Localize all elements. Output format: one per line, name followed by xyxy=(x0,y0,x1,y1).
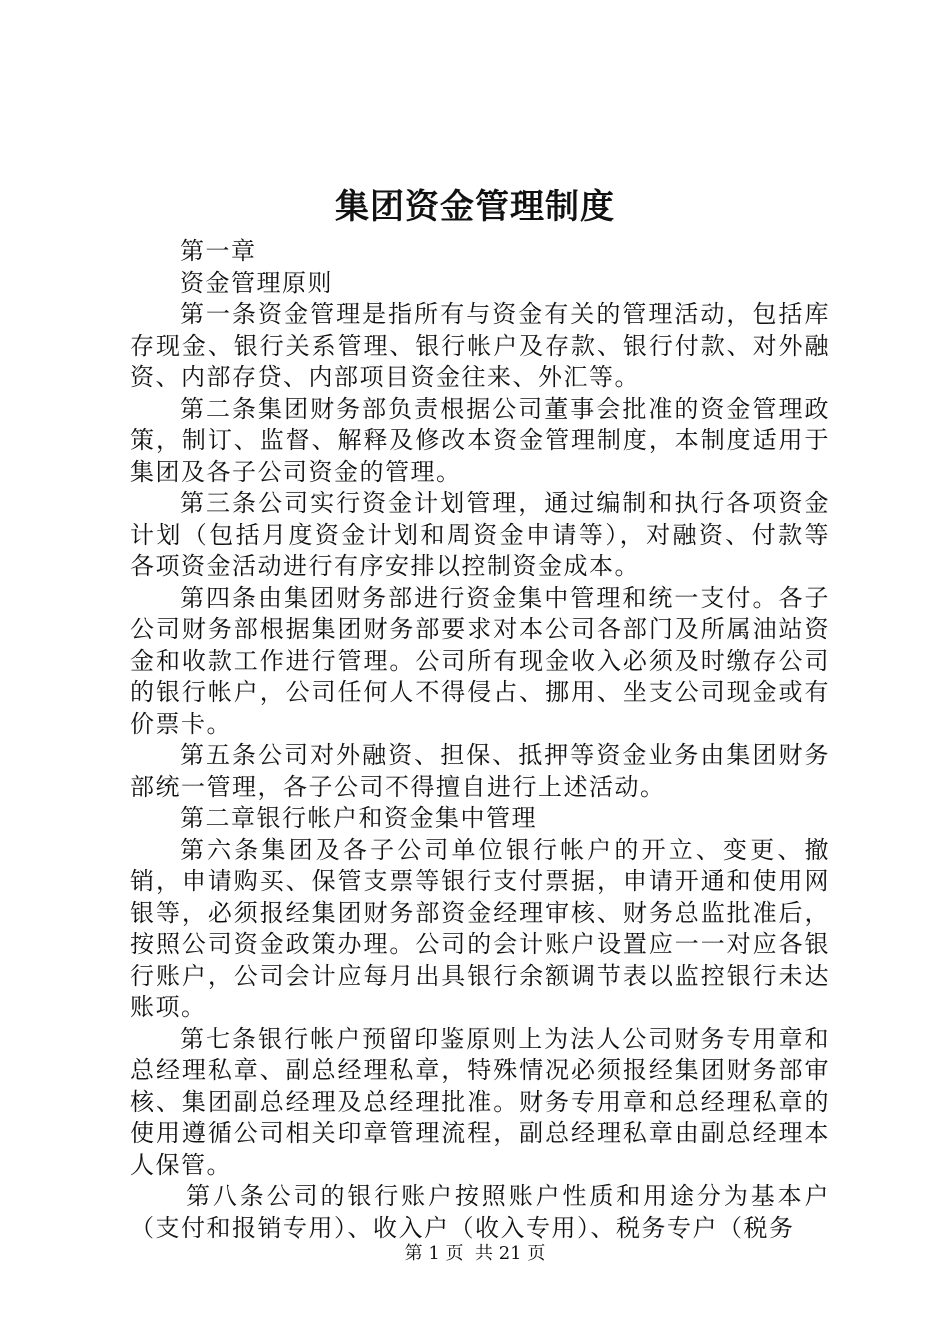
document-body xyxy=(130,236,830,1244)
article-7: 第七条银行帐户预留印鉴原则上为法人公司财务专用章和总经理私章、副总经理私章，特殊情况必须报经集团财务部审核、集团副总经理及总经理批准。财务专用章和总经理私章的使用遵循公司相关印章管理流程，副总经理私章由副总经理本人保管。 xyxy=(130,1024,830,1179)
chapter-subtitle: 资金管理原则 xyxy=(180,268,333,297)
article-2: 第二条集团财务部负责根据公司董事会批准的资金管理政策，制订、监督、解释及修改本资金管理制度，本制度适用于集团及各子公司资金的管理。 xyxy=(130,394,830,486)
document-title: 集团资金管理制度 xyxy=(335,187,615,227)
page-number-footer: 第 1 页 共 21 页 xyxy=(404,1243,546,1264)
article-4: 第四条由集团财务部进行资金集中管理和统一支付。各子公司财务部根据集团财务部要求对本公司各部门及所属油站资金和收款工作进行管理。公司所有现金收入必须及时缴存公司的银行帐户，公司任何人不得侵占、挪用、坐支公司现金或有价票卡。 xyxy=(130,583,830,738)
article-1: 第一条资金管理是指所有与资金有关的管理活动，包括库存现金、银行关系管理、银行帐户及存款、银行付款、对外融资、内部存贷、内部项目资金往来、外汇等。 xyxy=(130,300,830,391)
article-5: 第五条公司对外融资、担保、抵押等资金业务由集团财务部统一管理，各子公司不得擅自进行上述活动。 xyxy=(130,741,830,801)
article-3: 第三条公司实行资金计划管理，通过编制和执行各项资金计划（包括月度资金计划和周资金申请等），对融资、付款等各项资金活动进行有序安排以控制资金成本。 xyxy=(130,489,830,580)
chapter-heading: 第一章 xyxy=(180,237,257,265)
chapter-2-heading: 第二章银行帐户和资金集中管理 xyxy=(180,804,537,832)
article-8: 第八条公司的银行账户按照账户性质和用途分为基本户（支付和报销专用）、收入户（收入专用）、税务专户（税务 xyxy=(130,1182,830,1242)
article-6: 第六条集团及各子公司单位银行帐户的开立、变更、撤销，申请购买、保管支票等银行支付票据，申请开通和使用网银等，必须报经集团财务部资金经理审核、财务总监批准后，按照公司资金政策办理。公司的会计账户设置应一一对应各银行账户，公司会计应每月出具银行余额调节表以监控银行未达账项。 xyxy=(130,835,830,1021)
